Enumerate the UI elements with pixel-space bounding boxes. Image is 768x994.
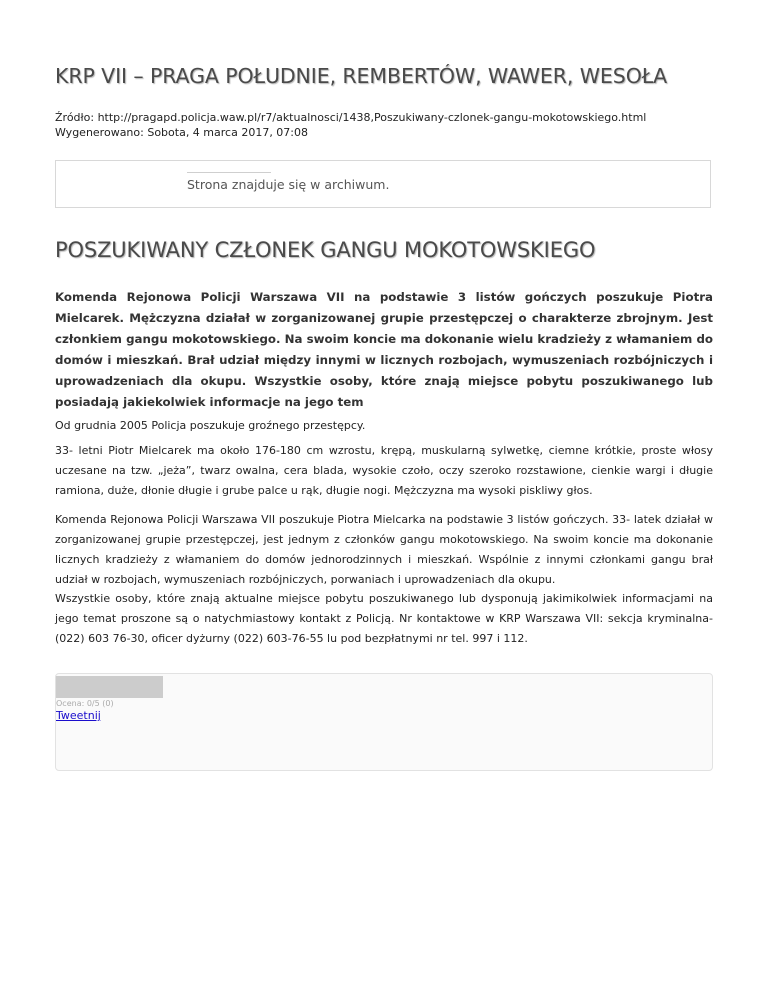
article-paragraph: 33- letni Piotr Mielcarek ma około 176-180 cm wzrostu, krępą, muskularną sylwetkę, ciemne krótkie, proste włosy uczesane na tzw. „jeża”, twarz owalna, cera blada, wysokie czoło, oczy szeroko rozstawione, cienkie wargi i długie ramiona, duże, dłonie długie i grube palce u rąk, długie nogi. Mężczyzna ma wysoki piskliwy głos. — [55, 444, 713, 497]
print-meta — [55, 110, 646, 140]
source-line: Źródło: http://pragapd.policja.waw.pl/r7/aktualnosci/1438,Poszukiwany-czlonek-gangu-mokotowskiego.html — [55, 111, 647, 124]
rating-box — [55, 673, 713, 771]
archive-notice-text: Strona znajduje się w archiwum. — [187, 177, 390, 192]
tweet-link[interactable]: Tweetnij — [56, 709, 101, 722]
generated-line: Wygenerowano: Sobota, 4 marca 2017, 07:08 — [55, 126, 309, 139]
archive-notice-box — [55, 160, 711, 208]
rating-stars[interactable] — [56, 676, 163, 698]
article-paragraph: Od grudnia 2005 Policja poszukuje groźnego przestępcy. — [55, 419, 366, 432]
rating-text: Ocena: 0/5 (0) — [56, 699, 114, 708]
archive-divider — [187, 172, 271, 173]
article-lead: Komenda Rejonowa Policji Warszawa VII na podstawie 3 listów gończych poszukuje Piotra Mielcarek. Mężczyzna działał w zorganizowanej grupie przestępczej o charakterze zbrojnym. Jest członkiem gangu mokotowskiego. Na swoim koncie ma dokonanie wielu kradzieży z włamaniem do domów i mieszkań. Brał udział między innymi w licznych rozbojach, wymuszeniach rozbójniczych i uprowadzeniach dla okupu. Wszystkie osoby, które znają miejsce pobytu poszukiwanego lub posiadają jakiekolwiek informacje na jego tem — [55, 290, 713, 409]
site-title: KRP VII – PRAGA POŁUDNIE, REMBERTÓW, WAWER, WESOŁA — [55, 64, 668, 88]
article-paragraph: Wszystkie osoby, które znają aktualne miejsce pobytu poszukiwanego lub dysponują jakimikolwiek informacjami na jego temat proszone są o natychmiastowy kontakt z Policją. Nr kontaktowe w KRP Warszawa VII: sekcja kryminalna- (022) 603 76-30, oficer dyżurny (022) 603-76-55 lu pod bezpłatnymi nr tel. 997 i 112. — [55, 592, 713, 645]
article-title: POSZUKIWANY CZŁONEK GANGU MOKOTOWSKIEGO — [55, 238, 596, 262]
article-paragraph: Komenda Rejonowa Policji Warszawa VII poszukuje Piotra Mielcarka na podstawie 3 listów gończych. 33- latek działał w zorganizowanej grupie przestępczej, jest jednym z członków gangu mokotowskiego. Na swoim koncie ma dokonanie licznych kradzieży z włamaniem do domów jednorodzinnych i mieszkań. Wspólnie z innymi członkami gangu brał udział w rozbojach, wymuszeniach rozbójniczych, porwaniach i uprowadzeniach dla okupu. — [55, 513, 713, 586]
